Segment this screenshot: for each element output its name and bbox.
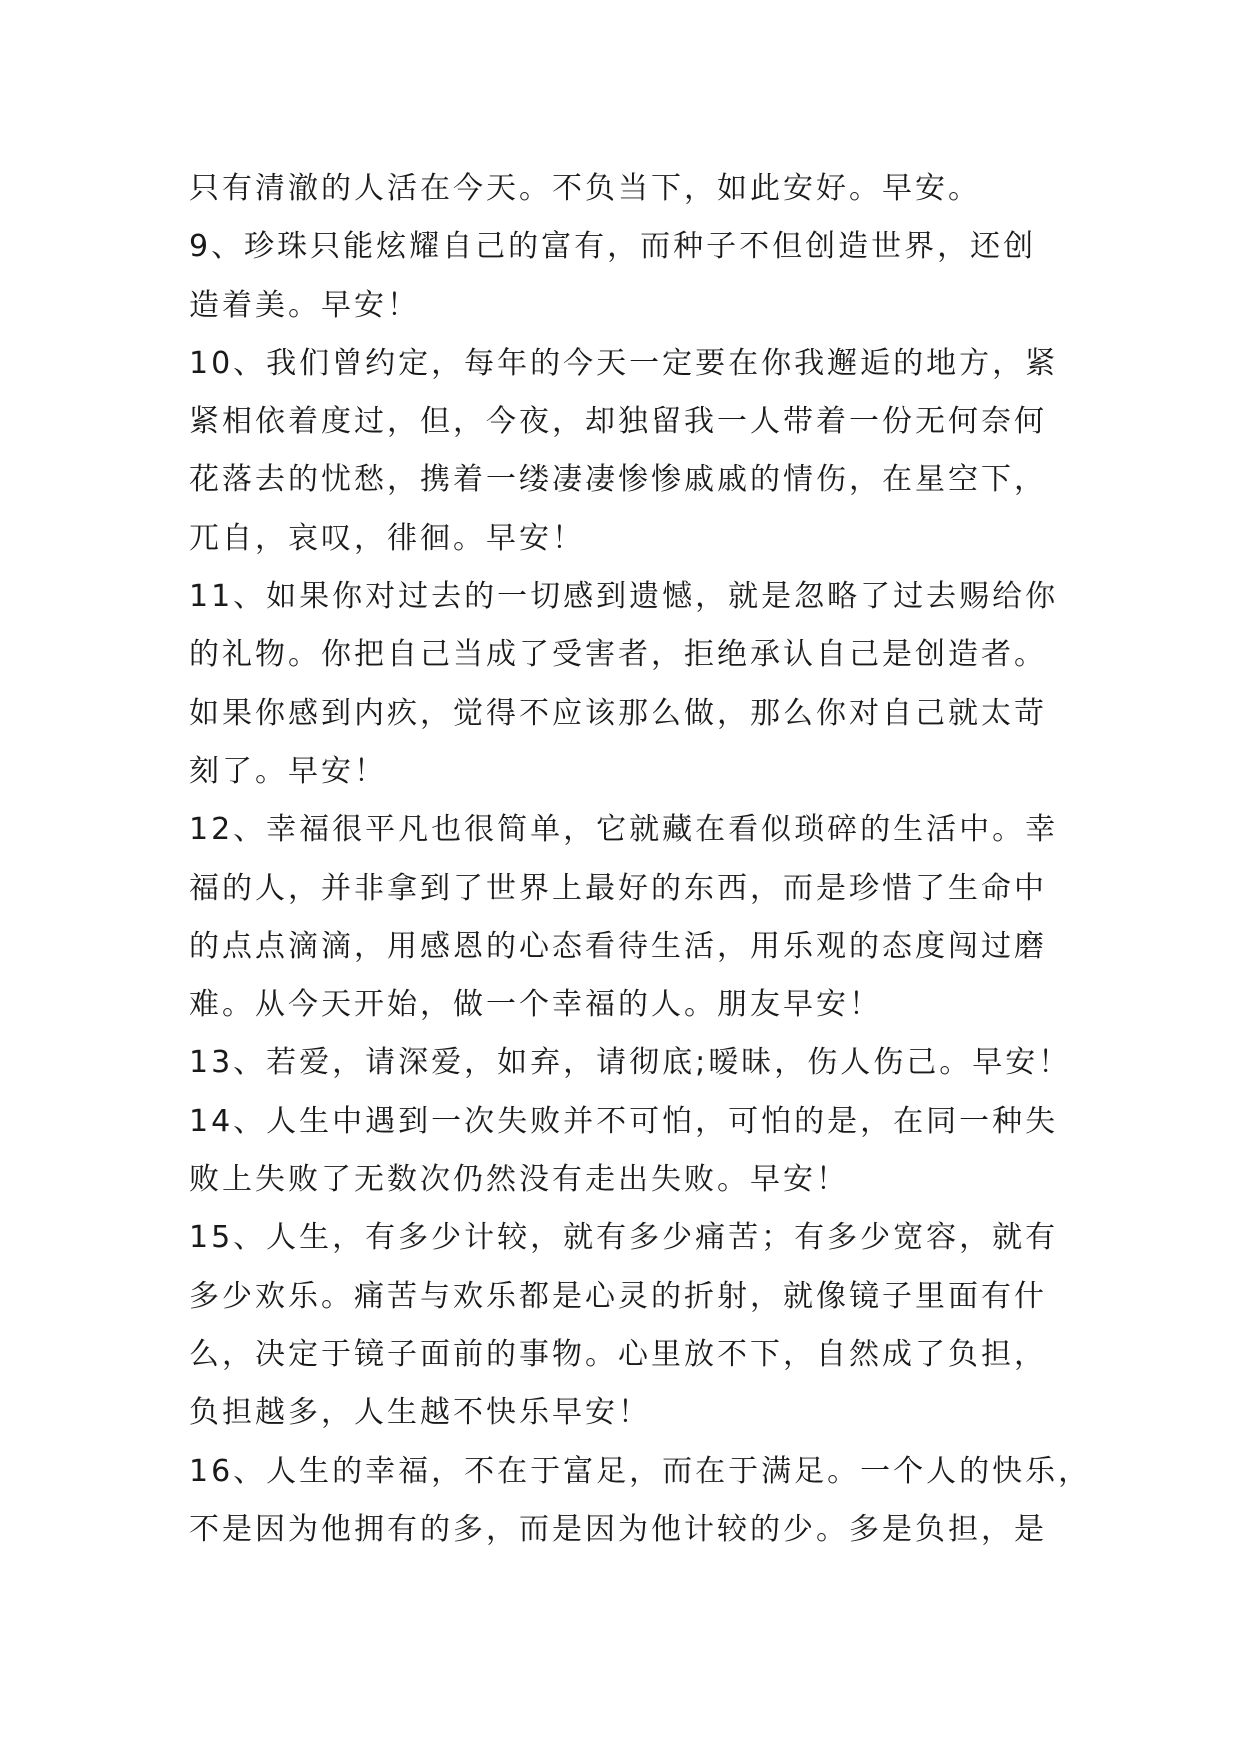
text-line: 负担越多，人生越不快乐早安！ (189, 1395, 651, 1431)
text-line: 福的人，并非拿到了世界上最好的东西，而是珍惜了生命中 (189, 870, 1047, 906)
text-line: 15、人生，有多少计较，就有多少痛苦；有多少宽容，就有 (189, 1220, 1059, 1256)
text-line: 如果你感到内疚，觉得不应该那么做，那么你对自己就太苛 (189, 695, 1047, 731)
text-line: 紧相依着度过，但，今夜，却独留我一人带着一份无何奈何 (189, 404, 1047, 440)
text-line: 造着美。早安！ (189, 287, 420, 323)
text-line: 多少欢乐。痛苦与欢乐都是心灵的折射，就像镜子里面有什 (189, 1278, 1047, 1314)
text-line: 刻了。早安！ (189, 753, 387, 789)
text-line: 么，决定于镜子面前的事物。心里放不下，自然成了负担， (189, 1336, 1047, 1372)
text-line: 败上失败了无数次仍然没有走出失败。早安！ (189, 1162, 849, 1198)
text-line: 只有清澈的人活在今天。不负当下，如此安好。早安。 (189, 171, 981, 206)
text-line: 10、我们曾约定，每年的今天一定要在你我邂逅的地方，紧 (189, 345, 1059, 381)
text-line: 9、珍珠只能炫耀自己的富有，而种子不但创造世界，还创 (189, 229, 1037, 265)
text-line: 13、若爱，请深爱，如弃，请彻底;暧昧，伤人伤己。早安！ (189, 1045, 1072, 1081)
text-line: 花落去的忧愁，携着一缕凄凄惨惨戚戚的情伤，在星空下， (189, 462, 1047, 498)
text-line: 11、如果你对过去的一切感到遗憾，就是忽略了过去赐给你 (189, 579, 1059, 615)
text-line: 12、幸福很平凡也很简单，它就藏在看似琐碎的生活中。幸 (189, 812, 1059, 848)
text-line: 14、人生中遇到一次失败并不可怕，可怕的是，在同一种失 (189, 1103, 1059, 1139)
text-line: 的点点滴滴，用感恩的心态看待生活，用乐观的态度闯过磨 (189, 928, 1047, 964)
document-body (189, 160, 1092, 1559)
text-line: 的礼物。你把自己当成了受害者，拒绝承认自己是创造者。 (189, 637, 1047, 673)
text-line: 兀自，哀叹，徘徊。早安！ (189, 520, 585, 556)
text-line: 难。从今天开始，做一个幸福的人。朋友早安！ (189, 987, 882, 1023)
text-line: 16、人生的幸福，不在于富足，而在于满足。一个人的快乐， (189, 1453, 1092, 1489)
text-line: 不是因为他拥有的多，而是因为他计较的少。多是负担，是 (189, 1511, 1047, 1547)
